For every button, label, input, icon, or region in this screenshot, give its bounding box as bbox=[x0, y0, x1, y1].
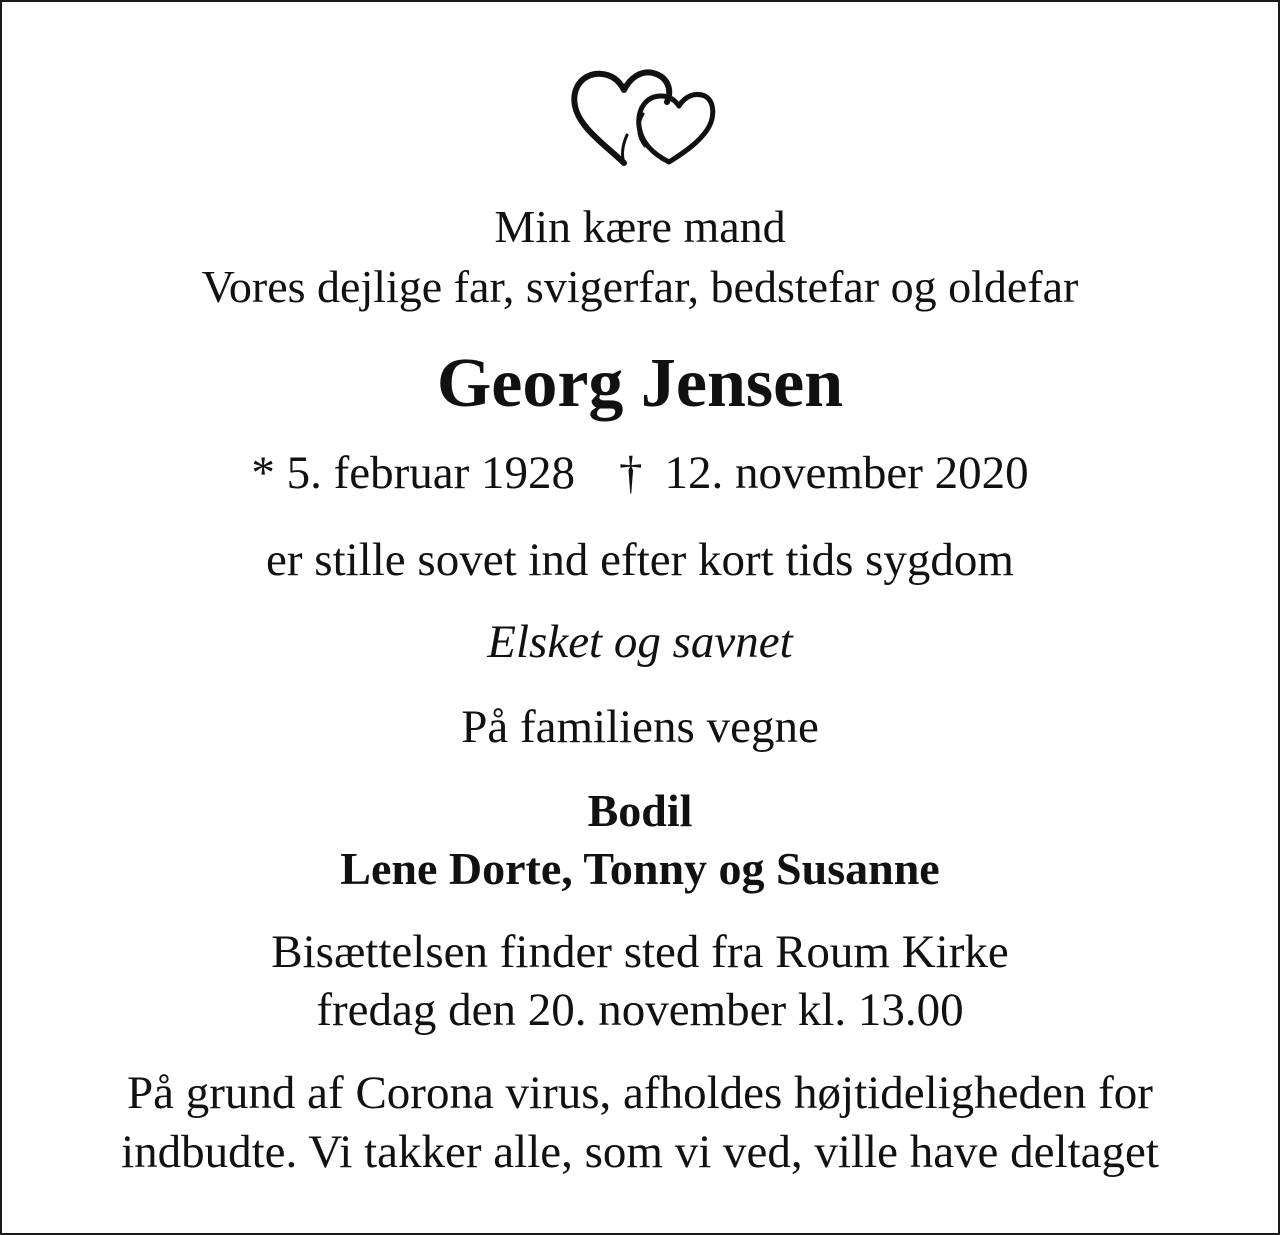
on-behalf-text: På familiens vegne bbox=[461, 701, 819, 753]
family-line-2: Lene Dorte, Tonny og Susanne bbox=[340, 843, 940, 894]
death-symbol: † bbox=[619, 447, 643, 499]
birth-symbol: * bbox=[251, 447, 275, 499]
life-dates bbox=[2, 445, 1278, 501]
family-line-1: Bodil bbox=[587, 785, 693, 836]
double-hearts-icon bbox=[569, 62, 717, 174]
funeral-line-2: fredag den 20. november kl. 13.00 bbox=[316, 984, 964, 1036]
notice-line-2: indbudte. Vi takker alle, som vi ved, ville have deltaget bbox=[121, 1126, 1159, 1178]
intro-line-2: Vores dejlige far, svigerfar, bedstefar og oldefar bbox=[201, 261, 1079, 312]
birth-date: 5. februar 1928 bbox=[286, 447, 575, 499]
intro-line-1: Min kære mand bbox=[494, 201, 786, 252]
status-text: er stille sovet ind efter kort tids sygdom bbox=[266, 534, 1014, 586]
notice-line-1: På grund af Corona virus, afholdes højtideligheden for bbox=[127, 1067, 1153, 1119]
funeral-line-1: Bisættelsen finder sted fra Roum Kirke bbox=[271, 926, 1009, 978]
deceased-name: Georg Jensen bbox=[436, 345, 844, 422]
death-date: 12. november 2020 bbox=[664, 447, 1029, 499]
loved-text: Elsket og savnet bbox=[487, 616, 793, 668]
